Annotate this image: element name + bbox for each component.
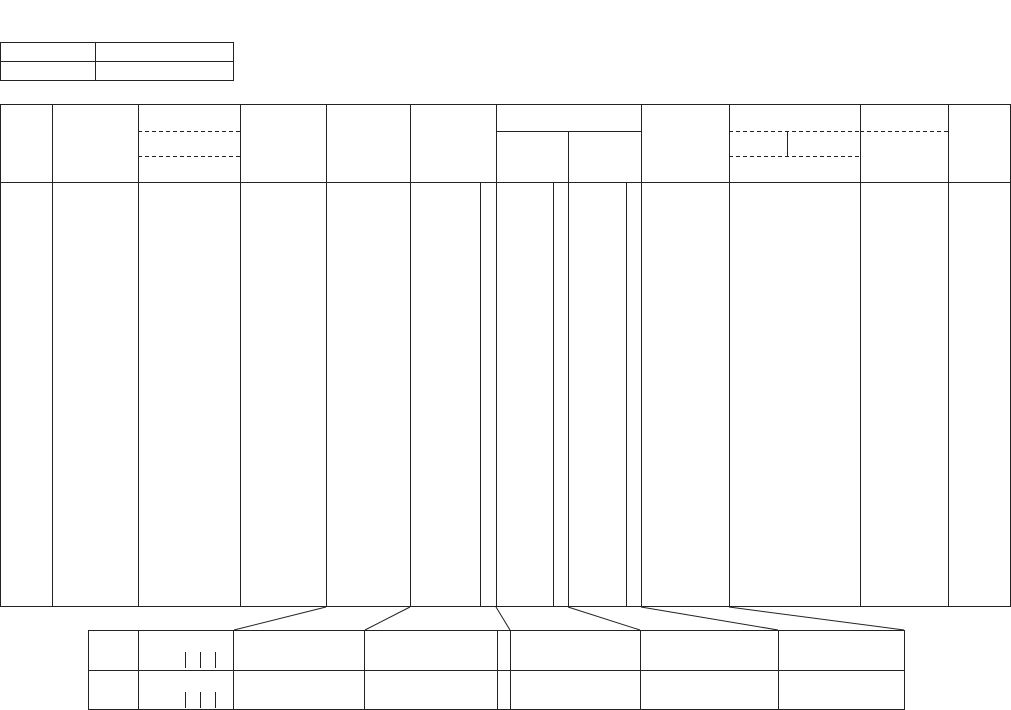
main-table — [1, 105, 1011, 607]
